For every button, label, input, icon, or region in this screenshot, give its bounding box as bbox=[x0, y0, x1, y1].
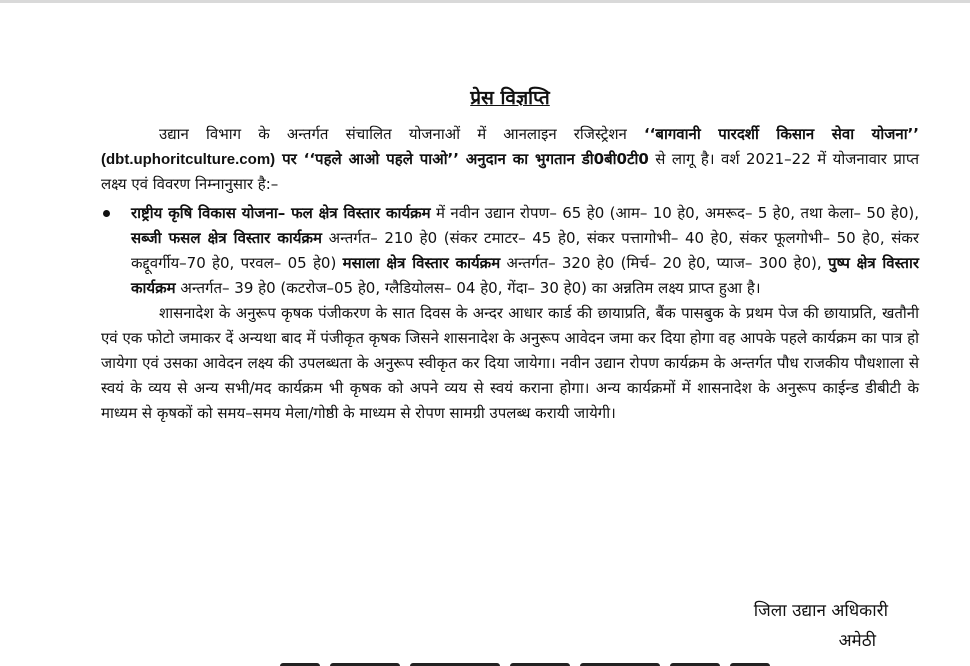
scheme-bullet-item bbox=[101, 201, 919, 301]
intro-paragraph bbox=[101, 122, 919, 197]
scheme-vegetable-text: अन्तर्गत– 210 हे0 (संकर टमाटर– 45 हे0, संकर पत्तागोभी– 40 हे0, संकर फूलगोभी– 50 हे0, संकर कद्दूवर्गीय–70 हे0, परवल– 05 हे0) bbox=[131, 229, 919, 272]
scheme-spice-text: अन्तर्गत– 320 हे0 (मिर्च– 20 हे0, प्याज– 300 हे0), bbox=[500, 254, 828, 272]
top-border bbox=[0, 0, 970, 3]
scheme-fruit: राष्ट्रीय कृषि विकास योजना– फल क्षेत्र विस्तार कार्यक्रम bbox=[131, 204, 431, 222]
scheme-flower-text: अन्तर्गत– 39 हे0 (कटरोज–05 हे0, ग्लैडियोलस– 04 हे0, गेंदा– 30 हे0) का अन्नतिम लक्ष्य प्राप्त हुआ है। bbox=[175, 279, 761, 297]
press-release-document bbox=[101, 84, 919, 426]
signatory-place: अमेठी bbox=[838, 631, 876, 651]
scheme-flower: पुष्प क्षेत्र विस्तार कार्यक्रम bbox=[131, 254, 920, 297]
portal-url: (dbt.uphoritculture.com) bbox=[101, 151, 276, 168]
intro-text-4: पर ‘‘पहले आओ पहले पाओ’’ अनुदान का भुगतान डी0बी0टी0 bbox=[275, 150, 649, 168]
instructions-paragraph: शासनादेश के अनुरूप कृषक पंजीकरण के सात दिवस के अन्दर आधार कार्ड की छायाप्रति, बैंक पासबुक के प्रथम पेज की छायाप्रति, खतौनी एवं एक फोटो जमाकर दें अन्यथा बाद में पंजीकृत कृषक जिसने शासनादेश के अनुरूप आवेदन जमा कर दिया होगा वह आपके पहले कार्यक्रम का पात्र हो जायेगा एवं उसका आवेदन लक्ष्य की उपलब्धता के अनुरूप स्वीकृत कर दिया जायेगा। नवीन उद्यान रोपण कार्यक्रम के अन्तर्गत पौध राजकीय पौधशाला से स्वयं के व्यय से अन्य सभी/मद कार्यक्रम भी कृषक को अपने व्यय से स्वयं कराना होगा। अन्य कार्यक्रमों में शासनादेश के अनुरूप काईन्ड डीबीटी के माध्यम से कृषकों को समय–समय मेला/गोष्ठी के माध्यम से रोपण सामग्री उपलब्ध करायी जायेगी। bbox=[101, 304, 919, 422]
signature-block bbox=[754, 596, 888, 656]
cutoff-text-line bbox=[280, 650, 800, 666]
scheme-fruit-text: में नवीन उद्यान रोपण– 65 हे0 (आम– 10 हे0, अमरूद– 5 हे0, तथा केला– 50 हे0), bbox=[430, 204, 919, 222]
scheme-vegetable: सब्जी फसल क्षेत्र विस्तार कार्यक्रम bbox=[131, 229, 322, 247]
intro-text-1: उद्यान विभाग के अन्तर्गत संचालित योजनाओं में आनलाइन रजिस्ट्रेशन bbox=[159, 125, 644, 143]
bullet-dot-icon bbox=[103, 210, 110, 217]
scheme-name: ‘‘बागवानी पारदर्शी किसान सेवा योजना’’ bbox=[643, 125, 920, 143]
intro-text-5: से लागू है। वर्श 2021–22 में योजनावार प्राप्त लक्ष्य एवं विवरण निम्नानुसार है:– bbox=[101, 150, 919, 193]
scheme-spice: मसाला क्षेत्र विस्तार कार्यक्रम bbox=[342, 254, 501, 272]
document-title: प्रेस विज्ञप्ति bbox=[470, 87, 550, 109]
scheme-targets-paragraph bbox=[131, 201, 919, 301]
signatory-designation: जिला उद्यान अधिकारी bbox=[753, 601, 888, 621]
